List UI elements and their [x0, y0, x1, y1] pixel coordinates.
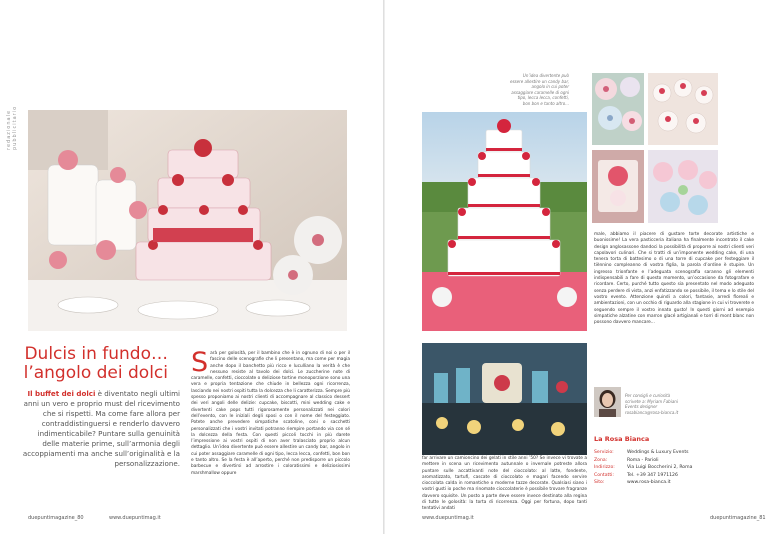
info-label: Zona:	[594, 457, 608, 463]
page-folio-left: duepuntimagazine_80	[28, 515, 84, 521]
info-row-service	[594, 449, 692, 457]
author-avatar-illustration	[594, 387, 621, 417]
macaron-illustration	[592, 150, 644, 223]
info-row-address	[594, 464, 692, 472]
candy-bar-photo	[422, 343, 587, 455]
info-label: Contatti:	[594, 472, 614, 478]
right-column-1-text: male, abbiamo il piacere di gustare torte decorate artistiche e buonissime! La vera pasticceria italiana ha finalmente incontrato il cake design anglosassone dandoci la possibilità di proporre ai nostri clienti veri capolavori culinari. Che si tratti di un’imponente wedding cake, di una tenera torta di battesimo o di una torre di cupcake per festeggiare il tiènnino compleanno di vostra figlia, la parola d’ordine è stupire. Un ingresso trionfante e l’adeguata scenografia saranno gli elementi indispensabili a fare di questo momento, un’occasione da fotografare e ricordare. Certo, purché tutto questo sia presentato nel modo adeguato senza perdere di vista, anzi enfatizzando se possibile, il tema e lo stile del vostro evento. Attenzione quindi a colori, fantasie, arredi floreali e ambientazioni, con un occhio di riguardo alla stagione in cui vi troverete e seguendo sempre il vostro innato gusto! In questi giorni ad esempio simpatiche alzatine con marron glacé artigianali e torri di mont blanc non possono davvero mancare...	[594, 232, 754, 326]
right-page	[385, 0, 768, 534]
photo-caption: Un’idea divertente può essere allestire un candy bar, angolo in cui poter assaggiare caramelle di ogni tipo, lecca lecca, confetti, bon bon e tanto altro...	[510, 73, 569, 106]
macaron-box-photo	[592, 150, 644, 223]
cookies-illustration	[592, 73, 644, 145]
info-box-title: La Rosa Bianca	[594, 435, 650, 443]
cookies-photo	[592, 73, 644, 145]
article-title	[24, 345, 168, 383]
site-url-left[interactable]: www.duepuntimag.it	[109, 515, 161, 521]
body-column	[191, 347, 351, 477]
author-photo	[594, 387, 621, 417]
candy-bar-illustration	[422, 343, 587, 455]
cupcakes-bottom-illustration	[648, 150, 718, 223]
info-box	[594, 449, 692, 487]
title-line-1: Dulcis in fundo…	[24, 344, 168, 364]
author-note: Per consigli e curiosità scrivete a: Myriam Fabiani Events designer rosabianca@rosa-bianca.it	[625, 393, 679, 415]
info-row-zone	[594, 457, 692, 465]
info-row-contacts	[594, 472, 692, 480]
right-column-2-text: far arrivare un camioncino dei gelati in stile anni ’50? Se invece vi trovate a mettere in scena un ricevimento autunnale o invernale potreste allora puntare sulle accattivanti note del cioccolato: al latte, fondente, aromatizzato, tartufi, cascate di cioccolato e magari facendo servire cioccolata calda in romantiche o moderne tazze decorate. Qualsiasi siano i vostri gusti io poche ma rinomate cioccolaterie è possibile trovare fragranze davvero squisite. Un posto a parte deve essere invece destinato alla regina di tutte le golosità: la torta di ricorrenza. Oggi per fortuna, dopo tanti tentativi andati	[422, 456, 587, 512]
info-label: Sito:	[594, 480, 605, 485]
info-value: Via Luigi Boccherini 2, Roma	[627, 465, 693, 470]
body-text: arà per golosità, per il bambino che è in ognuno di noi o per il fascino delle scenografie che li presentano, ma come per magia anche dopo il banchetto più ricco e luculliano la verità è che nessuno resiste al tavolo dei dolci. Le zuccherine note di caramelle, confetti, cioccolate o deliziose tortine monoporzione sono una vera e propria tentazione che chiude in bellezza ogni ricorrenza, lasciando nei nostri ospiti tutta la dolcezza che li caratterizza. Sempre più spesso proponiamo ai nostri clienti di accompagnare al classico dessert dei veri angoli delle delizie: cupcake, biscotti, mini wedding cake e divertenti cake pops tutti rigorosamente personalizzati nei colori dell’evento, con le iniziali degli sposi o con il nome del festeggiato. Potete anche prevedere simpatiche scatoline, coni o sacchetti personalizzati che i vostri invitati potranno riempire portando via con sé la dolcezza della festa. Con questi piccoli tocchi in più darete l’impressione ai vostri ospiti di non aver tralasciato proprio alcun dettaglio. Un’idea divertente può essere allestire un candy bar, angolo in cui poter assaggiare caramelle di ogni tipo, lecca lecca, confetti, bon bon e tanto altro. Se la festa è all’aperto, perché non predisporre un piccolo barbecue e divertirsi ad arrostire i coloratissimi e deliziosissimi marshmallow oppure	[191, 351, 351, 476]
info-label: Indirizzo:	[594, 465, 615, 470]
wedding-cake-photo	[422, 112, 587, 331]
side-label: redazionale pubblicitario	[6, 105, 18, 150]
cupcakes-photo-bottom	[648, 150, 718, 223]
sweet-table-photo	[28, 110, 347, 331]
info-label: Servizio:	[594, 450, 614, 455]
info-value: Roma - Parioli	[627, 457, 659, 463]
wedding-cake-illustration	[422, 112, 587, 331]
info-value: Tel. +39 347 1971126	[627, 472, 678, 478]
sweet-table-illustration	[28, 110, 347, 331]
intro-bold: Il buffet dei dolci	[27, 389, 96, 398]
info-value: Weddings & Luxury Events	[627, 450, 689, 455]
intro-paragraph	[20, 389, 180, 469]
intro-text: è diventato negli ultimi anni un vero e proprio must del ricevimento che si rispetti. Ma come fare allora per contraddistinguersi e renderlo davvero indimenticabile? Puntare sulla genuinità delle materie prime, sull’armonia degli accoppiamenti ma anche sull’originalità e la personalizzazione.	[22, 389, 180, 468]
cupcakes-photo-top	[648, 73, 718, 145]
info-value-site-link[interactable]: www.rosa-bianca.it	[627, 480, 671, 485]
page-folio-right: duepuntimagazine_81	[710, 515, 766, 521]
info-row-site	[594, 479, 692, 487]
site-url-right[interactable]: www.duepuntimag.it	[422, 515, 474, 521]
cupcakes-top-illustration	[648, 73, 718, 145]
drop-cap: S	[191, 347, 209, 378]
left-page	[0, 0, 383, 534]
title-line-2: l’angolo dei dolci	[23, 363, 168, 383]
